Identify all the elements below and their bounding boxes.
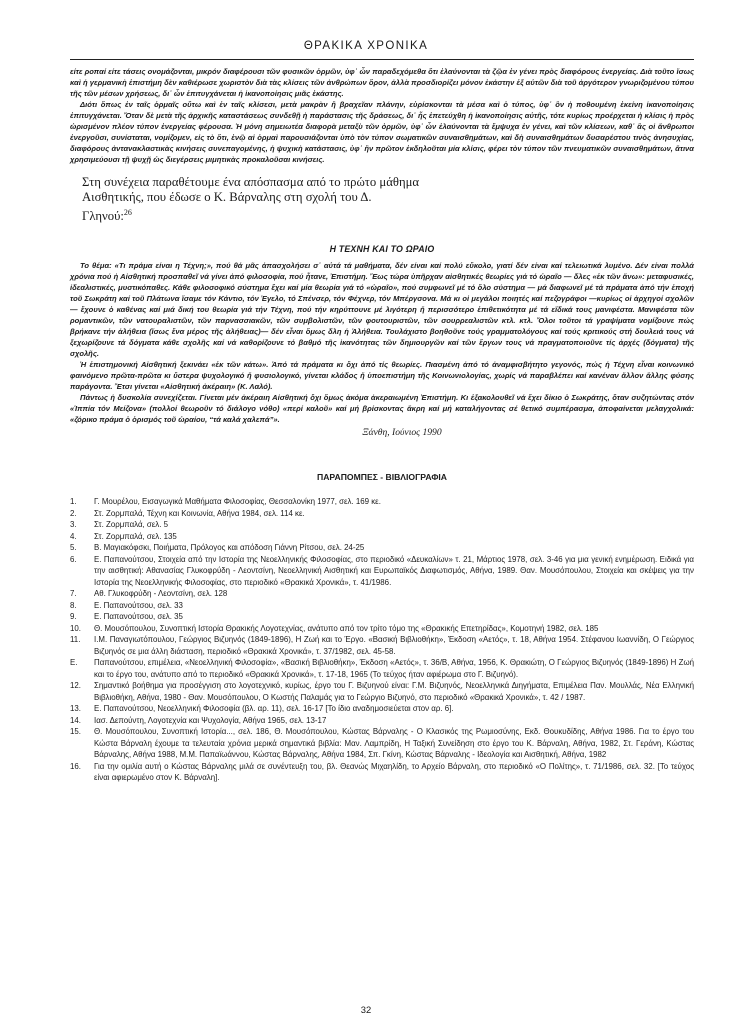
reference-item (70, 519, 694, 531)
reference-item (70, 657, 694, 680)
quote-paragraph: είτε ροπαί είτε τάσεις ονομάζονται, μικρόν διαφέρουσι τῶν φυσικῶν ὁρμῶν, ὑφ᾽ ὧν παραδεχόμεθα ὅτι ἐλαύνονται τὰ ζῷα ἐν γένει πρὸς διαφόρους ἐνεργείας. Διὰ τοῦτο ἴσως καὶ ἡ γερμανικὴ ἐπιστήμη δὲν καθιέρωσε χωριστὸν διὰ τὰς κλίσεις τῶν ἀνθρώπων ὅρον, ἀλλὰ προσδιορίζει μόνον ἑκάστην ἐξ αὐτῶν διὰ τοῦ ἀργότερον γνωριζομένου τύπου τῆς τῶν μέσων χρήσεως, δι᾽ ὧν ἐπιτυγχάνεται ἡ ἱκανοποίησις μιᾶς ἑκάστης. (70, 67, 694, 98)
reference-item (70, 554, 694, 589)
essay-paragraph: Πάντως ἡ δυσκολία συνεχίζεται. Γίνεται μέν ἀκέραιη Αἰσθητική ὄχι ὅμως ἀκόμα ἀκεραιωμένη Ἐπιστήμη. Κι ἐξακολουθεῖ νά ἔχει δίκιο ὁ Σωκράτης, ὅταν συζητώντας στόν «Ἱππία τόν Μείζονα» (πολλοί θεωροῦν τό διάλογο νόθο) «περί καλοῦ» καί μή βρίσκοντας ἄκρη καί μή καταλήγοντας σέ θετικό συμπέρασμα, ἀποφαίνεται μελαγχολικά: «ζόρικο πράμα ὁ ὁρισμός τοῦ ὡραίου, “τά καλά χαλεπά”». (70, 393, 694, 425)
reference-text: Παπανούτσου, επιμέλεια, «Νεοελληνική Φιλοσοφία», «Βασική Βιβλιοθήκη», Έκδοση «Αετός», τ. 36/Β, Αθήνα, 1956, Κ. Θρακιώτη, Ο Γεώργιος Βιζυηνός (1849-1896) Η Ζωή και το έργο του, ανάτυπο από το περιοδικό «Θρακικά Χρονικά», τ. 17-18, 1965 (Το τεύχος ήταν αφιέρωμα στο Γ. Βιζυηνό). (94, 658, 694, 679)
essay-paragraph: Το θέμα: «Τι πράμα είναι η Τέχνη;», πού θά μᾶς ἀπασχολήσει σ᾽ αὐτά τά μαθήματα, δέν είναι καί πολύ εὔκολο, γιατί δέν είναι καί τελειωτικά λυμένο. Δέν είναι πολλά χρόνια πού ἡ Αἰσθητική προσπαθεῖ νά γίνει ἀπό φιλοσοφία, πού ἦτανε, Ἐπιστήμη. Ἕως τώρα ὑπῆρχαν αἰσθητικές θεωρίες γιά τό ὡραῖο — δλες «ἐκ τῶν ἄνω»: μεταφυσικές, ἰδεαλιστικές, μυστικόπαθες. Κάθε φιλοσοφικό σύστημα ἔχει καί μία θεωρία γιά τό «ὡραῖο», πού συμφωνεῖ μέ τό ὅλο σύστημα — μά διαφωνεῖ μέ τά πράματα ἀπό τήν ἐποχή τοῦ Σωκράτη καί τοῦ Πλάτωνα ἴσαμε τόν Κάντιο, τόν Ἐγελο, τό Σπένσερ, τόν Φέχνερ, τόν Μπέργσονα. Μά κι οἱ μεγάλοι ποιητές καί πεζογράφοι —κυρίως οἱ ἀρχηγοί σχολῶν— ἔχουνε ὁ καθένας καί μιά δική του θεωρία γιά τήν Τέχνη, πού τήν κηρύττουνε μέ λιγότερη ἤ περισσότερο ἐπιθετικότητα μέ τά εἴδικά τους μανιφέστα. Μανιφέστα τῶν ρομαντικῶν, τῶν νατουραλιστῶν, τῶν παρνασσιακῶν, τῶν συμβολιστῶν, τῶν φουτουριστῶν, τῶν σουρρεαλιστῶν κτλ. κτλ. Ὅλοι τοῦτοι τά γραψίματα νομίζουνε πώς βρήκανε τήν ἀλήθεια (ἴσως ἕνα μέρος τῆς ἀλήθειας)— δέν εἶναι ὅμως δλη ἡ Ἀλήθεια. Τουλάχιστο βοηθοῦνε τούς γραμματολόγους καί τούς κριτικούς στή δουλειά τους νά ξεχωρίζουνε τά δόγματα κάθε σχολῆς καί νά καθορίζουνε τό βαθμό τῆς ἱκανότητας τῶν δημιουργῶν καί τῶν ἔργων τους νά πραγματοποιοῦνε τίς ἀρχές (δόγματα) τῆς σχολῆς. (70, 261, 694, 359)
running-header: ΘΡΑΚΙΚΑ ΧΡΟΝΙΚΑ (303, 40, 429, 52)
reference-number: 5. (70, 543, 77, 553)
reference-item (70, 600, 694, 612)
reference-number: 6. (70, 554, 77, 564)
reference-text: Για την ομιλία αυτή ο Κώστας Βάρναλης μιλά σε συνέντευξη του, βλ. Θεανώς Μιχαηλίδη, το Αρχείο Βάρναλη, στο περιοδικό «Ο Πολίτης», τ. 71/1986, σελ. 32. [Το τεύχος είναι αφιερωμένο στον Κ. Βάρναλη]. (94, 761, 694, 783)
reference-text: Αθ. Γλυκοφρύδη - Λεοντσίνη, σελ. 128 (94, 589, 228, 599)
reference-text: Ε. Παπανούτσου, σελ. 35 (94, 612, 183, 622)
reference-text: Β. Μαγιακόφσκι, Ποιήματα, Πρόλογος και απόδοση Γιάννη Ρίτσου, σελ. 24-25 (94, 543, 365, 553)
reference-item (70, 715, 694, 727)
reference-text: Ε. Παπανούτσου, Στοιχεία από την Ιστορία της Νεοελληνικής Φιλοσοφίας, στο περιοδικό «Δευκαλίων» τ. 21, Μάρτιος 1978, σελ. 3-46 για μια γενική ενημέρωση. Ειδικά για την αισθητική: Αθανασίας Γλυκοφρύδη - Λεοντσίνη, Νεοελληνική Αισθητική και Ευρωπαϊκός Διαφωτισμός, Αθήνα, 1989. Θαν. Μουσόπουλου, Στοιχεία και σκέψεις για την Ιστορία της Νεοελληνικής Φιλοσοφίας, στο περιοδικό «Θρακικά Χρονικά», τ. 41/1986. (94, 554, 694, 587)
reference-item (70, 703, 694, 715)
intro-paragraph (82, 175, 422, 224)
reference-text: Ιασ. Δεπούντη, Λογοτεχνία και Ψυχολογία, Αθήνα 1965, σελ. 13-17 (94, 715, 327, 725)
reference-item (70, 611, 694, 623)
reference-item (70, 496, 694, 508)
references-list (70, 496, 694, 784)
reference-item (70, 726, 694, 761)
reference-item (70, 531, 694, 543)
intro-text: Στη συνέχεια παραθέτουμε ένα απόσπασμα από το πρώτο μάθημα Αισθητικής, που έδωσε ο Κ. Βάρναλης στη σχολή του Δ. Γληνού: (82, 175, 420, 224)
reference-number: 4. (70, 531, 77, 541)
reference-text: Στ. Ζορμπαλά, σελ. 135 (94, 531, 177, 541)
reference-text: Στ. Ζορμπαλά, Τέχνη και Κοινωνία, Αθήνα 1984, σελ. 114 κε. (94, 508, 305, 518)
reference-item (70, 588, 694, 600)
reference-number: 1. (70, 497, 77, 507)
reference-number: Ε. (70, 658, 78, 668)
reference-text: Θ. Μουσόπουλου, Συνοπτική Ιστορία Θρακικής Λογοτεχνίας, ανάτυπο από τον τρίτο τόμο της «Θρακικής Επετηρίδας», Κομοτηνή 1982, σελ. 185 (94, 623, 599, 633)
reference-number: 15. (70, 727, 81, 737)
reference-item (70, 623, 694, 635)
header-rule (70, 59, 694, 60)
reference-text: Ε. Παπανούτσου, Νεοελληνική Φιλοσοφία (βλ. αρ. 11), σελ. 16-17 [Το ίδιο αναδημοσιεύεται στον αρ. 6]. (94, 704, 454, 714)
reference-text: Ε. Παπανούτσου, σελ. 33 (94, 600, 183, 610)
reference-number: 8. (70, 600, 77, 610)
reference-text: Ι.Μ. Παναγιωτόπουλου, Γεώργιος Βιζυηνός (1849-1896), Η Ζωή και το Έργο. «Βασική Βιβλιοθήκη», Έκδοση «Αετός», τ. 18, Αθήνα 1954. Στέφανου Ιωαννίδη, Ο Γεώργιος Βιζυηνός σε μια άλλη διάσταση, περιοδικό «Θρακικά Χρονικά», τ. 37/1982, σελ. 45-58. (94, 635, 694, 656)
reference-text: Σημαντικό βοήθημα για προσέγγιση στο λογοτεχνικό, κυρίως, έργο του Γ. Βιζυηνού είναι: Γ.Μ. Βιζυηνός, Νεοελληνικά Διηγήματα, Επιμέλεια Παν. Μουλλάς, Νέα Ελληνική Βιβλιοθήκη, Αθήνα, 1980 - Θαν. Μουσόπουλου, Ο Κωστής Παλαμάς για το Γεώργιο Βιζυηνό, στο περιοδικό «Θρακικά Χρονικά», τ. 42 / 1987. (94, 681, 694, 702)
reference-number: 14. (70, 715, 81, 725)
reference-number: 16. (70, 761, 81, 771)
page-content (70, 66, 694, 784)
reference-item (70, 508, 694, 520)
reference-item (70, 680, 694, 703)
reference-number: 2. (70, 508, 77, 518)
essay-paragraph: Ἡ ἐπιστημονική Αἰσθητική ξεκινάει «ἐκ τῶν κάτω». Ἀπό τά πράματα κι ὄχι ἀπό τίς θεωρίες. Πιασμένη ἀπό τό ἀναμφισβήτητο γεγονός, πώς ἡ Τέχνη εἶναι κοινωνικό φαινόμενο πρῶτα-πρῶτα κι ὕστερα ψυχολογικό ἤ φυσιολογικό, γίνεται κλάδος ἤ ὑποεπιστήμη τῆς Κοινωνιολογίας, χωρίς νά παραβλέπει καί κανέναν ἄλλον ἄλλης φύσης παράγοντα. Ἔτσι γίνεται «Αἰσθητική ἀκέραιη» (Κ. Λαλό). (70, 360, 694, 392)
reference-number: 11. (70, 635, 81, 645)
essay-signature: Ξάνθη, Ιούνιος 1990 (362, 427, 442, 439)
essay-title: Η ΤΕΧΝΗ ΚΑΙ ΤΟ ΩΡΑΙΟ (329, 244, 435, 255)
reference-text: Θ. Μουσόπουλου, Συνοπτική Ιστορία..., σελ. 186, Θ. Μουσόπουλου, Κώστας Βάρναλης - Ο Κλασικός της Ρωμιοσύνης, Εκδ. Θουκυδίδης, Αθήνα 1986. Για το έργο του Κώστα Βάρναλη έχουμε τα τελευταία χρόνια μερικά σημαντικά βιβλία: Μαν. Λαμπρίδη, Η Ταξική Συνείδηση στο έργο του Κ. Βάρναλη, Αθήνα, 1982, Στ. Γεράνη, Κώστας Βάρναλης, Αθήνα 1988, Μ.Μ. Παπαϊωάννου, Κώστας Βάρναλης, Αθήνα 1984, Σπ. Γκίνη, Κώστας Βάρναλης - Ιδεολογία και Αισθητική, Αθήνα, 1982 (94, 727, 694, 760)
footnote-marker: 26 (123, 208, 132, 217)
reference-number: 3. (70, 520, 77, 530)
reference-text: Γ. Μουρέλου, Εισαγωγικά Μαθήματα Φιλοσοφίας, Θεσσαλονίκη 1977, σελ. 169 κε. (94, 497, 381, 507)
reference-number: 7. (70, 589, 77, 599)
references-title: ΠΑΡΑΠΟΜΠΕΣ - ΒΙΒΛΙΟΓΡΑΦΙΑ (317, 472, 447, 483)
reference-item (70, 761, 694, 784)
reference-number: 9. (70, 612, 77, 622)
reference-number: 12. (70, 681, 81, 691)
reference-item (70, 634, 694, 657)
reference-number: 13. (70, 704, 81, 714)
reference-item (70, 542, 694, 554)
reference-text: Στ. Ζορμπαλά, σελ. 5 (94, 520, 169, 530)
page-number: 32 (360, 1004, 372, 1015)
quote-paragraph: Διότι ὅπως ἐν ταῖς ὁρμαῖς οὕτω καὶ ἐν ταῖς κλίσεσι, μετὰ μακρὰν ἢ βραχεῖαν πλάνην, εὑρίσκονται τὰ μέσα καὶ ὁ τύπος, ὑφ᾽ ὃν ἡ ποθουμένη ἐκείνη ἱκανοποίησις ἐπιτυγχάνεται. Ὅταν δὲ μετὰ τῆς ἀρχικῆς καταστάσεως συνδεθῇ ἡ παράστασις τῆς δράσεως, δι᾽ ἧς ἐπετεύχθη ἡ ἱκανοποίησις αὐτῆς, τότε κυρίως προέρχεται ἡ κλίσις ἡ πρὸς ὡρισμένον πλέον τύπον ἐνεργείας φέρουσα. Ἡ μόνη σημειωτέα διαφορὰ μεταξὺ τῶν ὁρμῶν, ὑφ᾽ ὧν ἐλαύνονται τὰ ἔμψυχα ἐν γένει, καὶ τῶν κλίσεων, καθ᾽ ἃς οἱ ἄνθρωποι ἐνεργοῦσι, συνίσταται, νομίζομεν, εἰς τὸ ὅτι, ἐνῷ αἱ ὁρμαὶ παρουσιάζονται ὑπὸ τὸν τύπον σωματικῶν συναισθημάτων, καὶ δὴ συναισθημάτων δυσαρέστου τινὸς ἀνησυχίας, διαφόρους ἀντανακλαστικὰς κινήσεις συνεπαγομένης, ἡ ψυχικὴ κατάστασις, ὑφ᾽ ἣν πρῶτον ἐκδηλοῦται μία κλίσις, φέρει τὸν τύπον τῶν πνευματικῶν συναισθημάτων, ἅτινα χρησιμεύουσι τῇ ψυχῇ ὡς διεγέρσεις μιμητικὰς προκαλοῦσαι κινήσεις. (70, 100, 694, 164)
reference-number: 10. (70, 623, 81, 633)
